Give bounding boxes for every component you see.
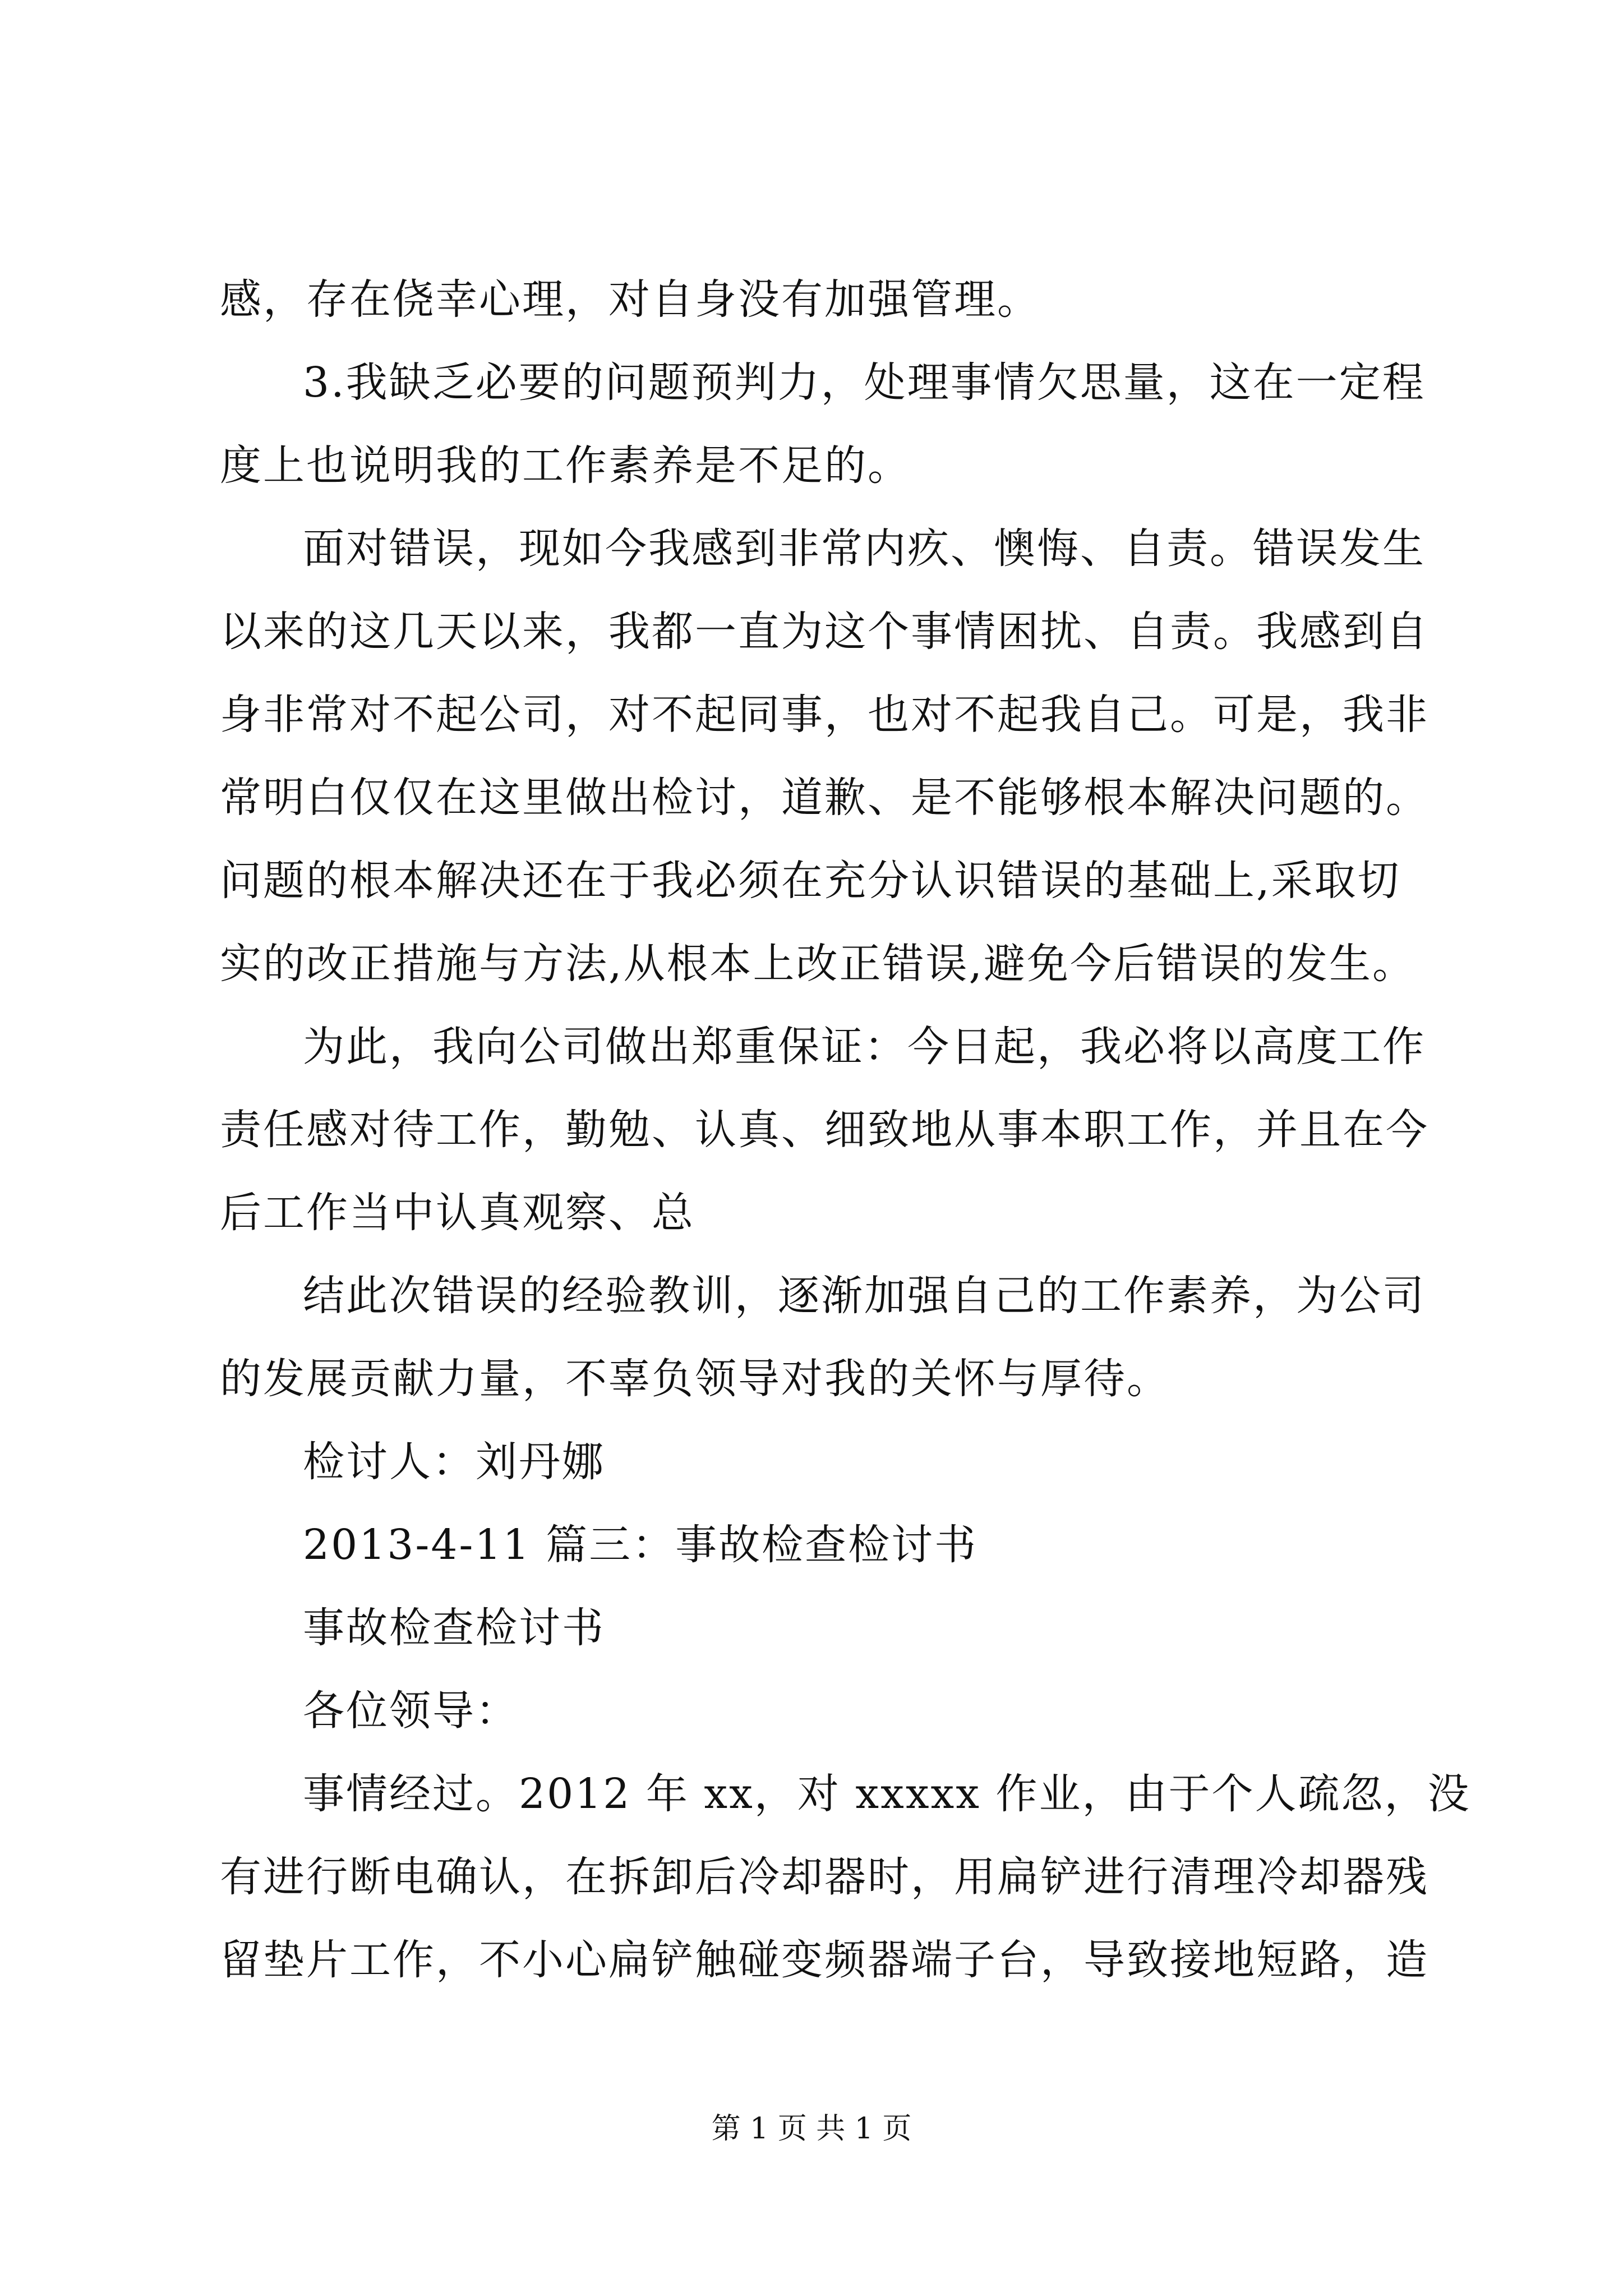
body-line: 实的改正措施与方法,从根本上改正错误,避免今后错误的发生。 (220, 940, 1416, 988)
body-line: 度上也说明我的工作素养是不足的。 (220, 441, 911, 490)
page-number-footer: 第 1 页 共 1 页 (711, 2112, 912, 2146)
body-line: 感，存在侥幸心理，对自身没有加强管理。 (220, 275, 1040, 324)
body-line: 的发展贡献力量，不辜负领导对我的关怀与厚待。 (220, 1355, 1170, 1403)
body-line: 常明白仅仅在这里做出检讨，道歉、是不能够根本解决问题的。 (220, 774, 1429, 822)
body-line: 责任感对待工作，勤勉、认真、细致地从事本职工作，并且在今 (220, 1106, 1429, 1154)
body-line: 面对错误，现如今我感到非常内疚、懊悔、自责。错误发生 (303, 524, 1426, 573)
body-line: 身非常对不起公司，对不起同事，也对不起我自己。可是，我非 (220, 691, 1429, 739)
body-line: 结此次错误的经验教训，逐渐加强自己的工作素养，为公司 (303, 1272, 1426, 1320)
body-line: 留垫片工作，不小心扁铲触碰变频器端子台，导致接地短路，造 (220, 1936, 1429, 1984)
body-line: 事情经过。2012 年 xx，对 xxxxx 作业，由于个人疏忽，没 (303, 1770, 1471, 1818)
date-section-heading: 2013-4-11 篇三：事故检查检讨书 (303, 1521, 978, 1569)
body-line: 以来的这几天以来，我都一直为这个事情困扰、自责。我感到自 (220, 608, 1429, 656)
document-body (220, 258, 1471, 2001)
body-line: 问题的根本解决还在于我必须在充分认识错误的基础上,采取切 (220, 857, 1401, 905)
body-line: 后工作当中认真观察、总 (220, 1189, 695, 1237)
section-title: 事故检查检讨书 (303, 1604, 605, 1652)
body-line: 为此，我向公司做出郑重保证：今日起，我必将以高度工作 (303, 1023, 1426, 1071)
signature-line: 检讨人：刘丹娜 (303, 1438, 605, 1486)
body-line: 3.我缺乏必要的问题预判力，处理事情欠思量，这在一定程 (303, 358, 1426, 407)
salutation: 各位领导： (303, 1687, 519, 1735)
body-line: 有进行断电确认，在拆卸后冷却器时，用扁铲进行清理冷却器残 (220, 1853, 1429, 1901)
